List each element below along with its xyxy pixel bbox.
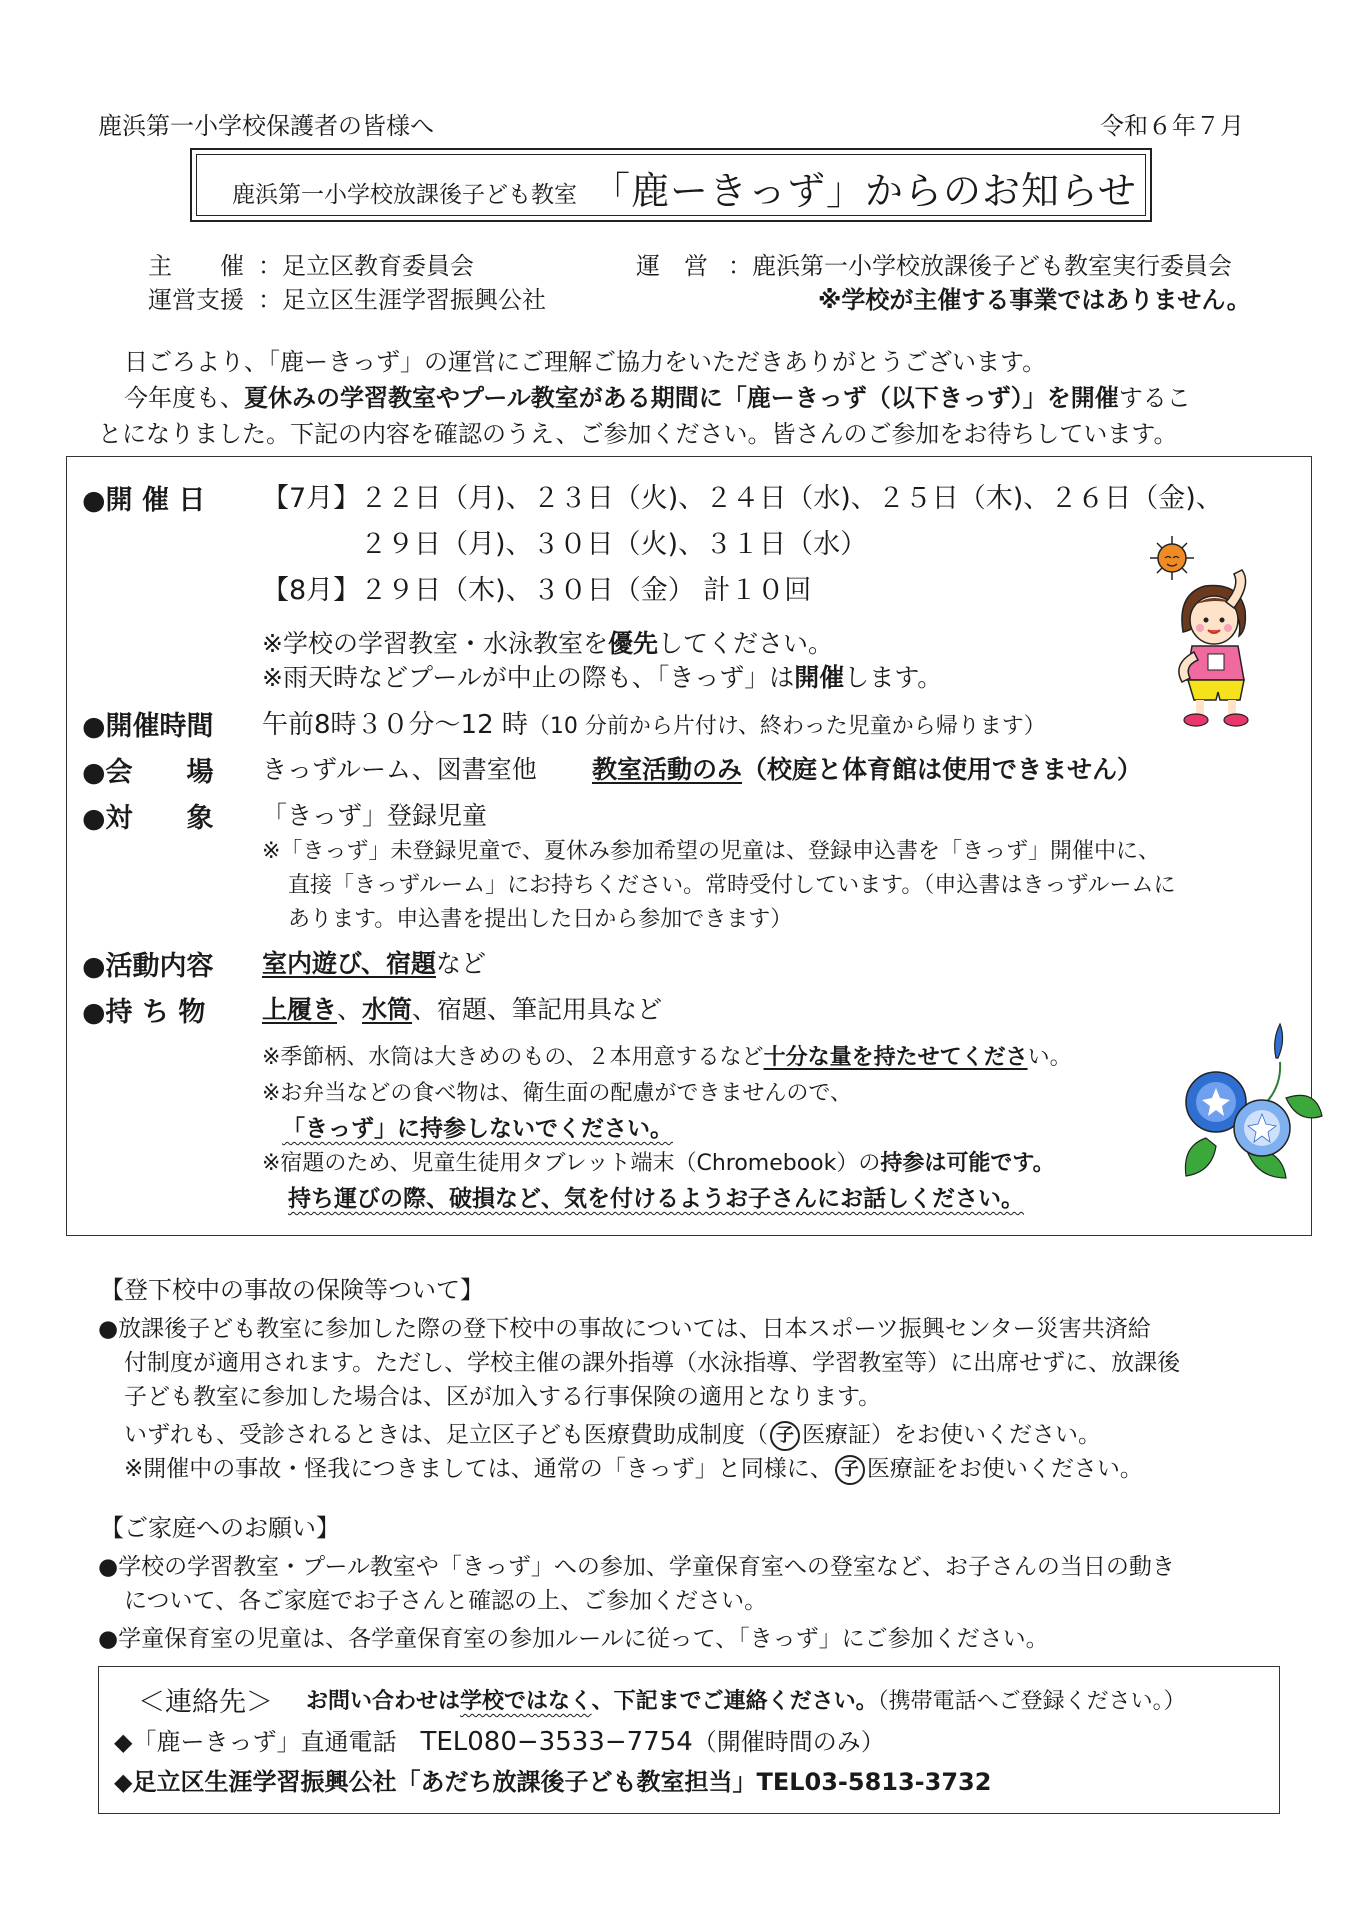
host-value: ：足立区教育委員会: [258, 252, 474, 280]
time-value: 午前8時３０分～12 時（10 分前から片付け、終わった児童から帰ります）: [262, 710, 1046, 740]
page-title: 「鹿ーきっず」からのお知らせ: [592, 169, 1137, 213]
host-label: 主 催: [148, 252, 244, 280]
target-label: ●対 象: [82, 803, 214, 834]
dates-note-rain: ※雨天時などプールが中止の際も、「きっず」は開催します。: [262, 663, 943, 692]
items-label: ●持 ち 物: [82, 997, 206, 1028]
dates-july-2: ２９日（月)、３０日（火)、３１日（水）: [360, 529, 868, 560]
items-note-water: ※季節柄、水筒は大きめのもの、２本用意するなど十分な量を持たせてください。: [262, 1045, 1072, 1070]
insurance-line2: 付制度が適用されます。ただし、学校主催の課外指導（水泳指導、学習教室等）に出席せずに、放課後: [124, 1350, 1181, 1376]
family-line2: について、各ご家庭でお子さんと確認の上、ご参加ください。: [124, 1588, 768, 1614]
intro-line2: 今年度も、夏休みの学習教室やプール教室がある期間に「鹿ーきっず（以下きっず）」を開催するこ: [124, 384, 1191, 412]
child-mark-icon: 子: [770, 1421, 800, 1451]
sun-icon: [1150, 536, 1194, 580]
insurance-heading: 【登下校中の事故の保険等ついて】: [100, 1276, 484, 1304]
time-label: ●開催時間: [82, 711, 214, 742]
contact-heading: ＜連絡先＞: [138, 1687, 273, 1718]
contact-office-line: ◆足立区生涯学習振興公社「あだち放課後子ども教室担当」TEL03-5813-3732: [114, 1768, 992, 1796]
not-school-notice: ※学校が主催する事業ではありません。: [818, 286, 1251, 314]
morning-glory-illustration: [1176, 1018, 1326, 1188]
contact-direct-line: ◆「鹿ーきっず」直通電話 TEL080−3533−7754（開催時間のみ）: [114, 1727, 885, 1757]
operator-label: 運 営: [636, 252, 708, 280]
girl-illustration: [1130, 528, 1270, 728]
items-note-tablet: ※宿題のため、児童生徒用タブレット端末（Chromebook）の持参は可能です。: [262, 1151, 1055, 1176]
insurance-line4: いずれも、受診されるときは、足立区子ども医療費助成制度（ 子 医療証）をお使いください。: [124, 1416, 1101, 1451]
items-value: 上履き、水筒、宿題、筆記用具など: [262, 995, 663, 1024]
venue-label: ●会 場: [82, 757, 214, 788]
addressee: 鹿浜第一小学校保護者の皆様へ: [98, 112, 434, 140]
support-value: ：足立区生涯学習振興公社: [258, 286, 546, 314]
activity-value: 室内遊び、宿題など: [262, 949, 487, 978]
dates-label: ●開 催 日: [82, 485, 206, 516]
family-line1: ●学校の学習教室・プール教室や「きっず」への参加、学童保育室への登室など、お子さんの当日の動き: [98, 1554, 1175, 1580]
intro-line3: とになりました。下記の内容を確認のうえ、ご参加ください。皆さんのご参加をお待ちしています。: [98, 420, 1178, 448]
family-line3: ●学童保育室の児童は、各学童保育室の参加ルールに従って、「きっず」にご参加ください。: [98, 1626, 1049, 1652]
child-mark-icon: 子: [835, 1455, 865, 1485]
venue-value: きっずルーム、図書室他: [262, 755, 537, 784]
target-note-2: 直接「きっずルーム」にお持ちください。常時受付しています。（申込書はきっずルームに: [288, 873, 1176, 898]
items-note-no-food: 「きっず」に持参しないでください。: [282, 1116, 673, 1142]
dates-august: 【8月】２９日（木)、３０日（金） 計１０回: [262, 575, 812, 606]
dates-july-1: 【7月】２２日（月)、２３日（火)、２４日（水)、２５日（木)、２６日（金)、: [262, 483, 1223, 514]
title-box: [190, 148, 1152, 222]
items-note-careful: 持ち運びの際、破損など、気を付けるようお子さんにお話しください。: [288, 1186, 1024, 1212]
insurance-line1: ●放課後子ども教室に参加した際の登下校中の事故については、日本スポーツ振興センター災害共済給: [98, 1316, 1151, 1342]
insurance-line3: 子ども教室に参加した場合は、区が加入する行事保険の適用となります。: [124, 1384, 882, 1410]
target-note-3: あります。申込書を提出した日から参加できます）: [288, 907, 793, 932]
dates-note-priority: ※学校の学習教室・水泳教室を優先してください。: [262, 629, 833, 658]
target-value: 「きっず」登録児童: [262, 801, 488, 830]
issue-date: 令和６年７月: [1100, 112, 1244, 140]
title-prefix: 鹿浜第一小学校放課後子ども教室: [232, 182, 577, 208]
contact-lead: お問い合わせは学校ではなく、下記までご連絡ください。（携帯電話へご登録ください。）: [306, 1689, 1186, 1714]
operator-value: ：鹿浜第一小学校放課後子ども教室実行委員会: [728, 252, 1232, 280]
family-heading: 【ご家庭へのお願い】: [100, 1514, 340, 1542]
target-note-1: ※「きっず」未登録児童で、夏休み参加希望の児童は、登録申込書を「きっず」開催中に、: [262, 839, 1160, 864]
support-label: 運営支援: [148, 286, 244, 314]
items-note-food: ※お弁当などの食べ物は、衛生面の配慮ができませんので、: [262, 1081, 852, 1106]
venue-note: 教室活動のみ（校庭と体育館は使用できません）: [592, 755, 1143, 784]
insurance-line5: ※開催中の事故・怪我につきましては、通常の「きっず」と同様に、 子 医療証をお使いください。: [124, 1450, 1143, 1485]
intro-line1: 日ごろより、「鹿ーきっず」の運営にご理解ご協力をいただきありがとうございます。: [124, 348, 1047, 376]
activity-label: ●活動内容: [82, 951, 214, 982]
